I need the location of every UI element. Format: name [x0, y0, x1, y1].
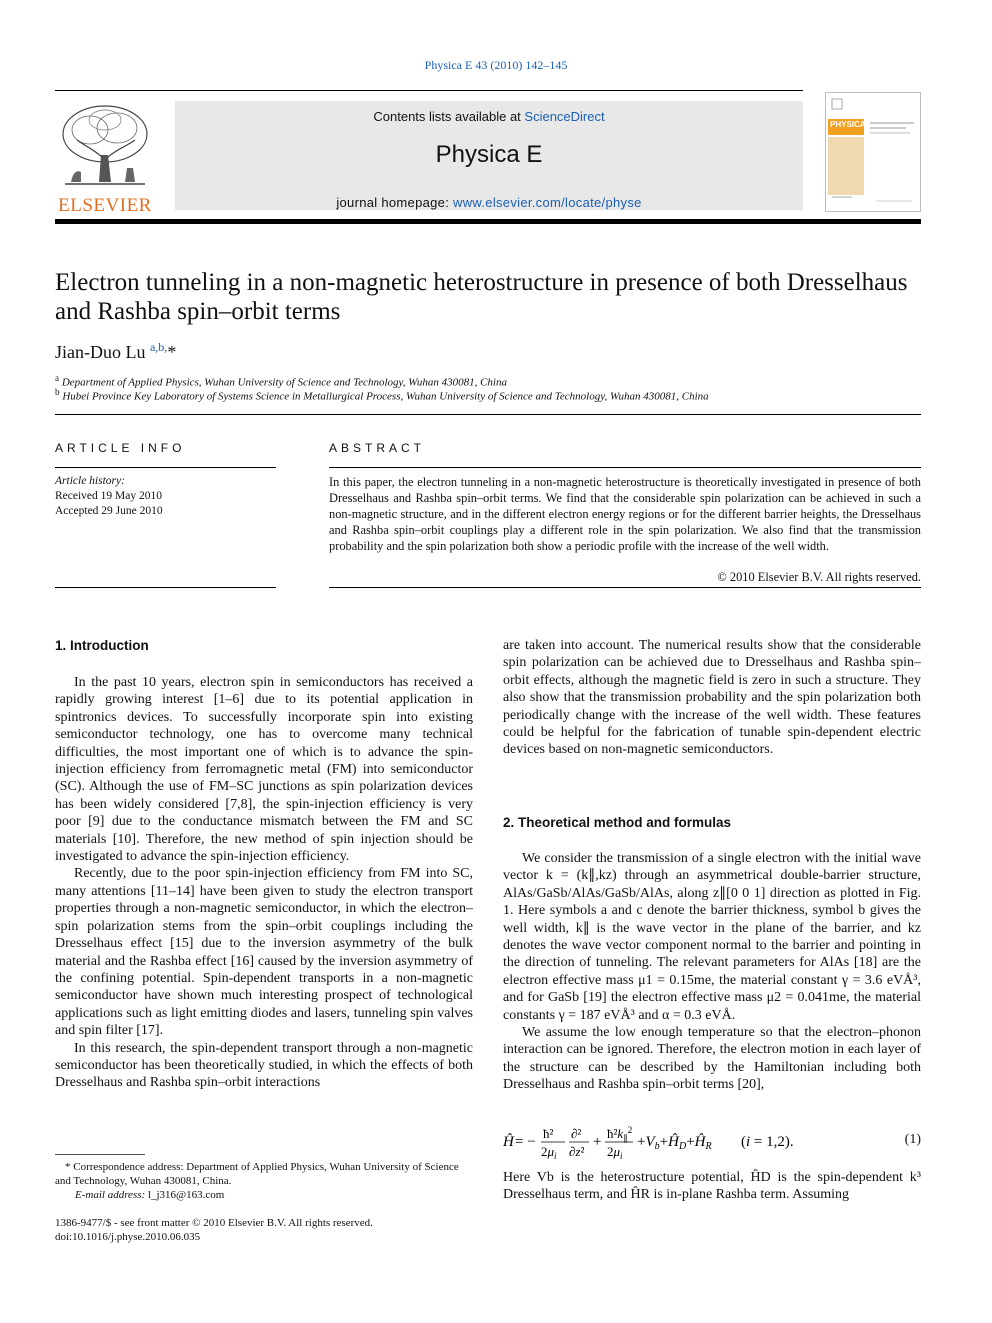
header-bottom-rule: [55, 219, 921, 224]
theory-paragraph-1: We consider the transmission of a single electron with the initial wave vector k = (k∥,kz) through an asymmetrical double-barrier structure, AlAs/GaSb/AlAs/GaSb/AlAs, along z∥[0 0 1] direction as plotted in Fig. 1. Here symbols a and c denote the barrier thickness, symbol b gives the well width, k∥ is the wave vector in the plane of the barrier, and kz denotes the wave vector component normal to the barrier and pointing in the direction of tunneling. The relevant parameters for AlAs [18] are the electron effective mass μ1 = 0.15me, the material constant γ = 3.6 eVÅ³, and for GaSb [19] the electron effective mass μ2 = 0.041me, the material constants γ = 187 eVÅ³ and α = 0.3 eVÅ.: [503, 851, 921, 1023]
svg-text:(i = 1,2).: (i = 1,2).: [741, 1134, 794, 1150]
intro-paragraph-2: Recently, due to the poor spin-injection efficiency from FM into SC, many attentions [11–14] have been given to study the electron transport properties through a non-magnetic semiconductor, in which the electron–spin polarization stems from the spin–orbit couplings including the Dresselhaus effect [15] due to the inversion asymmetry of the bulk material and the Rashba effect [16] caused by the inversion asymmetry of the confining potential. Spin-dependent transports in a non-magnetic semiconductor have shown much interesting prospect of technological applications such as light emitting diodes and lasers, tunneling spin valves and spin filter [17].: [55, 866, 473, 1039]
equation-1: [503, 1124, 921, 1164]
homepage-line: [175, 195, 803, 210]
intro-paragraph-1: In the past 10 years, electron spin in semiconductors has received a rapidly growing interest [1–6] due to its potential application in spintronics devices. To successfully incorporate spin into existing semiconductor technology, one has to overcome many technical difficulties, the most important one of which is to advance the spin-injection efficiency from ferromagnetic metal (FM) into semiconductor (SC). Although the use of FM–SC junctions as spin polarization devices has been widely considered [7,8], the spin-injection efficiency is very poor [9] due to the conductance mismatch between the FM and SC materials [10]. Therefore, the new method of spin injection should be investigated to advance the spin-injection efficiency.: [55, 675, 473, 865]
svg-text:ħ²: ħ²: [543, 1126, 554, 1141]
affiliation-b: [55, 387, 709, 403]
header-top-rule: [55, 90, 803, 91]
received-date: Received 19 May 2010: [55, 490, 162, 502]
left-column: [55, 674, 473, 1092]
correspondence-footnote: [55, 1160, 475, 1202]
accepted-date: Accepted 29 June 2010: [55, 505, 163, 517]
cover-label: PHYSICA: [830, 120, 866, 129]
right-column-bottom: [503, 1169, 921, 1204]
theory-paragraph-3: Here Vb is the heterostructure potential, ĤD is the spin-dependent k³ Dresselhaus term, and ĤR is in-plane Rashba term. Assuming: [503, 1170, 921, 1203]
affiliation-b-mark: b: [55, 387, 60, 397]
homepage-link[interactable]: www.elsevier.com/locate/physe: [453, 195, 642, 210]
abstract-heading: ABSTRACT: [329, 441, 426, 455]
intro-paragraph-3: In this research, the spin-dependent transport through a non-magnetic semiconductor has been theoretically studied, in which the effects of both Dresselhaus and Rashba spin–orbit interactions: [55, 1040, 473, 1091]
doi-line[interactable]: doi:10.1016/j.physe.2010.06.035: [55, 1231, 201, 1243]
equation-number: (1): [904, 1132, 921, 1147]
front-matter: [55, 1216, 373, 1244]
abstract-text: In this paper, the electron tunneling in a non-magnetic heterostructure is theoretically investigated in presence of both Dresselhaus and Rashba spin–orbit terms. We find that the considerable spin polarization can be achieved in such a non-magnetic structure, and in the different electron energy regions or for the different barrier heights, the Dresselhaus and Rashba spin–orbit couplings play a different role in the spin polarization. We also find that the transmission probability and the spin polarization both show a periodic profile with the increase of the well width.: [329, 475, 921, 553]
contents-line: [175, 109, 803, 124]
contents-prefix: Contents lists available at: [373, 109, 525, 124]
right-column-theory: [503, 850, 921, 1094]
homepage-prefix: journal homepage:: [336, 195, 454, 210]
history-label: Article history:: [55, 475, 125, 487]
article-title: Electron tunneling in a non-magnetic heterostructure in presence of both Dresselhaus and Rashba spin–orbit terms: [55, 269, 908, 325]
email-address[interactable]: l_j316@163.com: [147, 1189, 225, 1201]
svg-text:2μi: $2\mu_i$: [607, 1144, 623, 1161]
abstract-copyright: © 2010 Elsevier B.V. All rights reserved.: [717, 570, 921, 584]
correspondence-address: * Correspondence address: Department of Applied Physics, Wuhan University of Science and Technology, Wuhan 430081, China.: [55, 1161, 459, 1187]
author-affiliation-marks[interactable]: a,b,: [149, 340, 168, 354]
article-info-heading: ARTICLE INFO: [55, 441, 186, 455]
author-name: Jian-Duo Lu: [55, 342, 146, 362]
svg-text:∂²: ∂²: [571, 1126, 582, 1141]
svg-text:2μi: $2\mu_i$: [541, 1144, 557, 1161]
hamiltonian-equation: [503, 1124, 883, 1164]
info-rule-top: [55, 467, 276, 468]
article-history: [55, 474, 163, 519]
elsevier-logo[interactable]: [55, 100, 155, 216]
issn-line: 1386-9477/$ - see front matter © 2010 Elsevier B.V. All rights reserved.: [55, 1217, 373, 1229]
email-label: E-mail address:: [75, 1189, 146, 1201]
svg-text:Ĥ: Ĥ: [503, 1134, 514, 1150]
sciencedirect-link[interactable]: ScienceDirect: [524, 109, 605, 124]
cover-image-icon: [826, 93, 920, 211]
journal-cover-thumbnail[interactable]: [825, 92, 921, 212]
section-1-heading: 1. Introduction: [55, 638, 149, 653]
theory-paragraph-2: We assume the low enough temperature so that the electron–phonon interaction can be ignored. Therefore, the electron motion in each layer of the structure can be described by the Hamiltonian including both Dresselhaus and Rashba spin–orbit terms [20],: [503, 1025, 921, 1093]
svg-text:∂z²: ∂z²: [569, 1144, 585, 1159]
elsevier-tree-icon: [55, 100, 155, 188]
abstract-rule-bottom: [329, 587, 921, 588]
intro-continued-paragraph: are taken into account. The numerical results show that the considerable spin polarization can be achieved due to Dresselhaus and Rashba spin–orbit effects, although the magnetic field is zero in such a structure. They also show that the transmission probability and the spin polarization both periodically change with the increase of the well width. These features could be helpful for the fabrication of tunable spin-dependent electric devices based on non-magnetic semiconductors.: [503, 638, 921, 758]
title-bottom-rule: [55, 414, 921, 415]
author-line: [55, 340, 176, 363]
affiliation-b-text: Hubei Province Key Laboratory of Systems Science in Metallurgical Process, Wuhan University of Science and Technology, Wuhan 430081, China: [62, 390, 709, 403]
svg-text:= −: = −: [515, 1134, 536, 1150]
affiliation-a-text: Department of Applied Physics, Wuhan University of Science and Technology, Wuhan 430081, China: [61, 376, 507, 389]
abstract-rule-top: [329, 467, 921, 468]
corresponding-star: *: [167, 342, 177, 362]
email-line: [55, 1188, 475, 1202]
affiliation-a-mark: a: [55, 373, 60, 383]
section-2-heading: 2. Theoretical method and formulas: [503, 815, 732, 830]
info-rule-bottom: [55, 587, 276, 588]
footnote-rule: [55, 1154, 145, 1155]
svg-text:+Vb+ĤD+ĤR: $+V_b+Ĥ_D+Ĥ_R$: [637, 1134, 712, 1152]
publisher-name: ELSEVIER: [58, 195, 152, 216]
svg-text:ħ²k∥2: $ħ^2k_\parallel^2$: [607, 1125, 633, 1143]
journal-masthead: [175, 101, 803, 210]
journal-name: Physica E: [435, 141, 543, 168]
svg-text:+: +: [593, 1134, 602, 1150]
journal-citation[interactable]: Physica E 43 (2010) 142–145: [424, 58, 568, 72]
right-column-top: [503, 637, 921, 759]
